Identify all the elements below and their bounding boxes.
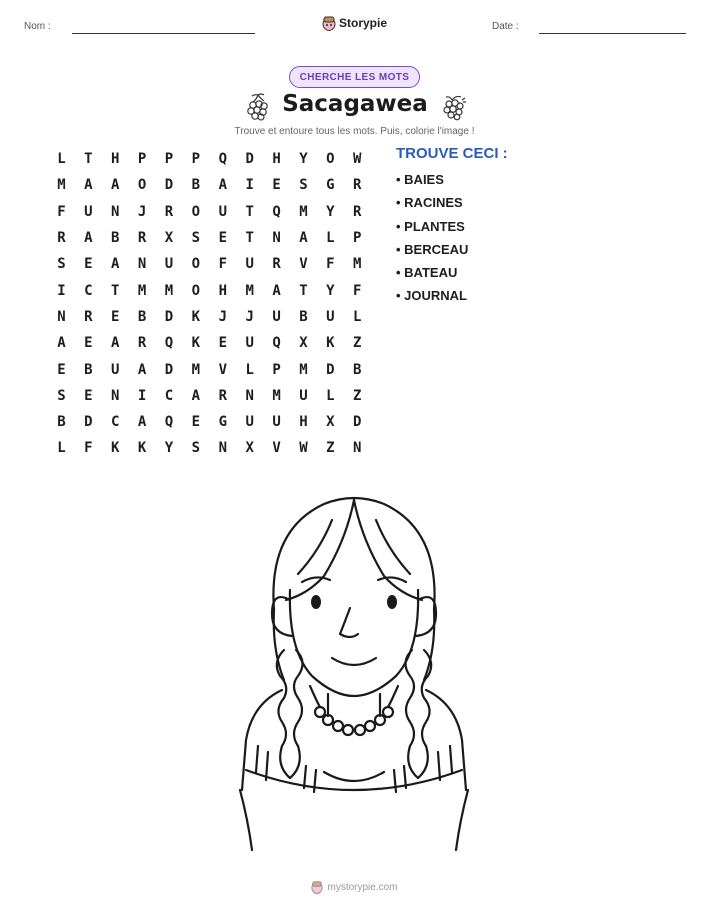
grid-letter[interactable]: A bbox=[57, 335, 66, 352]
grid-letter[interactable]: T bbox=[84, 151, 93, 168]
grid-letter[interactable]: Z bbox=[353, 335, 362, 352]
grid-letter[interactable]: R bbox=[353, 177, 362, 194]
grid-letter[interactable]: K bbox=[137, 440, 147, 457]
grid-letter[interactable]: E bbox=[84, 387, 93, 404]
grid-letter[interactable]: Y bbox=[164, 440, 174, 457]
grid-letter[interactable]: A bbox=[272, 282, 281, 299]
grid-letter[interactable]: A bbox=[137, 414, 147, 431]
grid-letter[interactable]: M bbox=[57, 177, 66, 194]
grid-letter[interactable]: Y bbox=[299, 151, 308, 168]
grid-letter[interactable]: N bbox=[218, 440, 227, 457]
grid-row bbox=[48, 199, 371, 225]
grid-letter[interactable]: O bbox=[326, 151, 335, 168]
grid-letter[interactable]: V bbox=[299, 256, 308, 273]
grid-letter[interactable]: V bbox=[218, 361, 227, 378]
grid-letter[interactable]: L bbox=[326, 230, 335, 247]
grid-letter[interactable]: G bbox=[218, 414, 227, 431]
grid-letter[interactable]: V bbox=[272, 440, 281, 457]
grid-letter[interactable]: B bbox=[84, 361, 93, 378]
grid-letter[interactable]: R bbox=[137, 335, 147, 352]
name-line bbox=[72, 33, 255, 34]
grid-letter[interactable]: I bbox=[57, 282, 66, 299]
grid-row bbox=[48, 146, 371, 172]
word-item: • RACINES bbox=[396, 195, 463, 211]
grid-letter[interactable]: Z bbox=[326, 440, 335, 457]
word-list-title: TROUVE CECI : bbox=[396, 145, 508, 162]
grid-letter[interactable]: M bbox=[164, 282, 174, 299]
grid-letter[interactable]: A bbox=[84, 177, 93, 194]
brand-name: Storypie bbox=[339, 16, 388, 30]
grid-letter[interactable]: H bbox=[299, 414, 308, 431]
grid-letter[interactable]: F bbox=[326, 256, 335, 273]
grid-letter[interactable]: Y bbox=[326, 203, 335, 220]
grid-letter[interactable]: S bbox=[191, 230, 201, 247]
letter-grid bbox=[48, 146, 371, 462]
grid-letter[interactable]: F bbox=[57, 203, 66, 220]
grid-letter[interactable]: U bbox=[299, 387, 308, 404]
grid-letter[interactable]: O bbox=[137, 177, 147, 194]
grid-letter[interactable]: D bbox=[353, 414, 362, 431]
grid-letter[interactable]: Q bbox=[164, 335, 174, 352]
grid-letter[interactable]: D bbox=[245, 151, 254, 168]
date-line bbox=[539, 33, 686, 34]
grid-row bbox=[48, 409, 371, 435]
grid-letter[interactable]: T bbox=[245, 230, 254, 247]
grid-letter[interactable]: P bbox=[164, 151, 174, 168]
grid-letter[interactable]: E bbox=[272, 177, 281, 194]
grid-letter[interactable]: T bbox=[111, 282, 120, 299]
grid-letter[interactable]: M bbox=[137, 282, 147, 299]
grid-letter[interactable]: E bbox=[218, 230, 227, 247]
grid-letter[interactable]: U bbox=[164, 256, 174, 273]
grid-letter[interactable]: N bbox=[137, 256, 147, 273]
grid-letter[interactable]: U bbox=[272, 308, 281, 325]
name-label: Nom : bbox=[24, 21, 51, 32]
grid-letter[interactable]: R bbox=[84, 308, 93, 325]
grid-letter[interactable]: A bbox=[111, 335, 120, 352]
grid-letter[interactable]: P bbox=[137, 151, 147, 168]
grid-letter[interactable]: Q bbox=[218, 151, 227, 168]
grid-letter[interactable]: B bbox=[353, 361, 362, 378]
grid-letter[interactable]: U bbox=[245, 414, 254, 431]
grid-row bbox=[48, 277, 371, 303]
grid-letter[interactable]: U bbox=[218, 203, 227, 220]
grid-letter[interactable]: E bbox=[84, 335, 93, 352]
grid-letter[interactable]: U bbox=[326, 308, 335, 325]
word-item: • BERCEAU bbox=[396, 241, 469, 257]
grid-letter[interactable]: F bbox=[353, 282, 362, 299]
berries-icon bbox=[438, 92, 468, 122]
grid-letter[interactable]: M bbox=[299, 361, 308, 378]
grid-letter[interactable]: O bbox=[191, 282, 201, 299]
grid-letter[interactable]: X bbox=[326, 414, 335, 431]
grid-letter[interactable]: U bbox=[84, 203, 93, 220]
sacagawea-coloring-illustration bbox=[228, 490, 480, 852]
grid-letter[interactable]: S bbox=[299, 177, 308, 194]
grid-letter[interactable]: O bbox=[191, 203, 201, 220]
grid-letter[interactable]: N bbox=[272, 230, 281, 247]
brand-logo bbox=[322, 15, 387, 31]
grid-letter[interactable]: D bbox=[164, 177, 174, 194]
grid-letter[interactable]: X bbox=[299, 335, 308, 352]
grid-letter[interactable]: H bbox=[218, 282, 227, 299]
grid-letter[interactable]: E bbox=[57, 361, 66, 378]
grid-row bbox=[48, 356, 371, 382]
grid-row bbox=[48, 225, 371, 251]
grid-letter[interactable]: P bbox=[191, 151, 201, 168]
grid-letter[interactable]: B bbox=[299, 308, 308, 325]
grid-letter[interactable]: K bbox=[111, 440, 120, 457]
instructions: Trouve et entoure tous les mots. Puis, colorie l'image ! bbox=[234, 126, 475, 137]
grid-letter[interactable]: R bbox=[218, 387, 227, 404]
word-list bbox=[396, 172, 468, 312]
grid-letter[interactable]: A bbox=[137, 361, 147, 378]
grid-letter[interactable]: Q bbox=[272, 335, 281, 352]
grid-letter[interactable]: M bbox=[191, 361, 201, 378]
grid-letter[interactable]: R bbox=[353, 203, 362, 220]
grid-letter[interactable]: L bbox=[57, 440, 66, 457]
grid-letter[interactable]: N bbox=[57, 308, 66, 325]
grid-letter[interactable]: M bbox=[245, 282, 254, 299]
grid-row bbox=[48, 172, 371, 198]
word-item: • BAIES bbox=[396, 172, 444, 187]
grid-letter[interactable]: L bbox=[245, 361, 254, 378]
word-item: • JOURNAL bbox=[396, 288, 467, 304]
grid-letter[interactable]: C bbox=[164, 387, 174, 404]
grid-letter[interactable]: R bbox=[164, 203, 174, 220]
grid-letter[interactable]: B bbox=[137, 308, 147, 325]
grid-letter[interactable]: Z bbox=[353, 387, 362, 404]
grid-letter[interactable]: L bbox=[326, 387, 335, 404]
grid-row bbox=[48, 251, 371, 277]
grid-letter[interactable]: W bbox=[353, 151, 362, 168]
footer-url[interactable]: mystorypie.com bbox=[327, 881, 398, 893]
grid-letter[interactable]: L bbox=[353, 308, 362, 325]
grid-letter[interactable]: B bbox=[111, 230, 120, 247]
grid-letter[interactable]: Q bbox=[272, 203, 281, 220]
grid-letter[interactable]: E bbox=[84, 256, 93, 273]
grid-letter[interactable]: R bbox=[272, 256, 281, 273]
footer bbox=[0, 880, 709, 894]
grid-letter[interactable]: E bbox=[111, 308, 120, 325]
grid-letter[interactable]: J bbox=[245, 308, 254, 325]
grid-letter[interactable]: J bbox=[218, 308, 227, 325]
grid-letter[interactable]: N bbox=[111, 387, 120, 404]
grid-letter[interactable]: A bbox=[84, 230, 93, 247]
grid-letter[interactable]: K bbox=[191, 308, 201, 325]
grid-letter[interactable]: P bbox=[272, 361, 281, 378]
grid-letter[interactable]: J bbox=[137, 203, 147, 220]
grid-letter[interactable]: K bbox=[326, 335, 335, 352]
grid-letter[interactable]: U bbox=[245, 335, 254, 352]
grid-letter[interactable]: I bbox=[245, 177, 254, 194]
grid-row bbox=[48, 330, 371, 356]
grid-letter[interactable]: F bbox=[84, 440, 93, 457]
grid-row bbox=[48, 383, 371, 409]
grid-row bbox=[48, 304, 371, 330]
grid-letter[interactable]: S bbox=[57, 256, 66, 273]
storypie-mascot-icon bbox=[311, 880, 323, 894]
grid-letter[interactable]: N bbox=[353, 440, 362, 457]
grid-letter[interactable]: T bbox=[299, 282, 308, 299]
date-label: Date : bbox=[492, 21, 519, 32]
grid-letter[interactable]: P bbox=[353, 230, 362, 247]
grid-letter[interactable]: R bbox=[137, 230, 147, 247]
grid-letter[interactable]: D bbox=[164, 361, 174, 378]
grid-letter[interactable]: N bbox=[111, 203, 120, 220]
grid-row bbox=[48, 435, 371, 461]
grid-letter[interactable]: U bbox=[272, 414, 281, 431]
word-search-badge: CHERCHE LES MOTS bbox=[289, 66, 420, 88]
grid-letter[interactable]: N bbox=[245, 387, 254, 404]
grid-letter[interactable]: H bbox=[111, 151, 120, 168]
grid-letter[interactable]: M bbox=[299, 203, 308, 220]
grid-letter[interactable]: H bbox=[272, 151, 281, 168]
grid-letter[interactable]: D bbox=[84, 414, 93, 431]
grid-letter[interactable]: C bbox=[84, 282, 93, 299]
grid-letter[interactable]: T bbox=[245, 203, 254, 220]
grid-letter[interactable]: F bbox=[218, 256, 227, 273]
grid-letter[interactable]: M bbox=[272, 387, 281, 404]
grid-letter[interactable]: U bbox=[111, 361, 120, 378]
grid-letter[interactable]: Y bbox=[326, 282, 335, 299]
grid-letter[interactable]: I bbox=[137, 387, 147, 404]
grid-letter[interactable]: K bbox=[191, 335, 201, 352]
grid-letter[interactable]: E bbox=[218, 335, 227, 352]
grid-letter[interactable]: X bbox=[245, 440, 254, 457]
grid-letter[interactable]: B bbox=[57, 414, 66, 431]
storypie-mascot-icon bbox=[322, 15, 336, 31]
grid-letter[interactable]: U bbox=[245, 256, 254, 273]
grid-letter[interactable]: G bbox=[326, 177, 335, 194]
grid-letter[interactable]: Q bbox=[164, 414, 174, 431]
grid-letter[interactable]: O bbox=[191, 256, 201, 273]
grid-letter[interactable]: M bbox=[353, 256, 362, 273]
grid-letter[interactable]: W bbox=[299, 440, 308, 457]
grid-letter[interactable]: A bbox=[111, 256, 120, 273]
grid-letter[interactable]: C bbox=[111, 414, 120, 431]
grid-letter[interactable]: X bbox=[164, 230, 174, 247]
grid-letter[interactable]: B bbox=[191, 177, 201, 194]
grid-letter[interactable]: D bbox=[326, 361, 335, 378]
word-item: • PLANTES bbox=[396, 218, 465, 234]
word-item: • BATEAU bbox=[396, 265, 458, 281]
grid-letter[interactable]: A bbox=[218, 177, 227, 194]
page-title: Sacagawea bbox=[282, 91, 428, 117]
grid-letter[interactable]: A bbox=[191, 387, 201, 404]
grid-letter[interactable]: L bbox=[57, 151, 66, 168]
grid-letter[interactable]: S bbox=[191, 440, 201, 457]
grid-letter[interactable]: A bbox=[299, 230, 308, 247]
grid-letter[interactable]: R bbox=[57, 230, 66, 247]
grid-letter[interactable]: E bbox=[191, 414, 201, 431]
grid-letter[interactable]: A bbox=[111, 177, 120, 194]
grid-letter[interactable]: D bbox=[164, 308, 174, 325]
grid-letter[interactable]: S bbox=[57, 387, 66, 404]
